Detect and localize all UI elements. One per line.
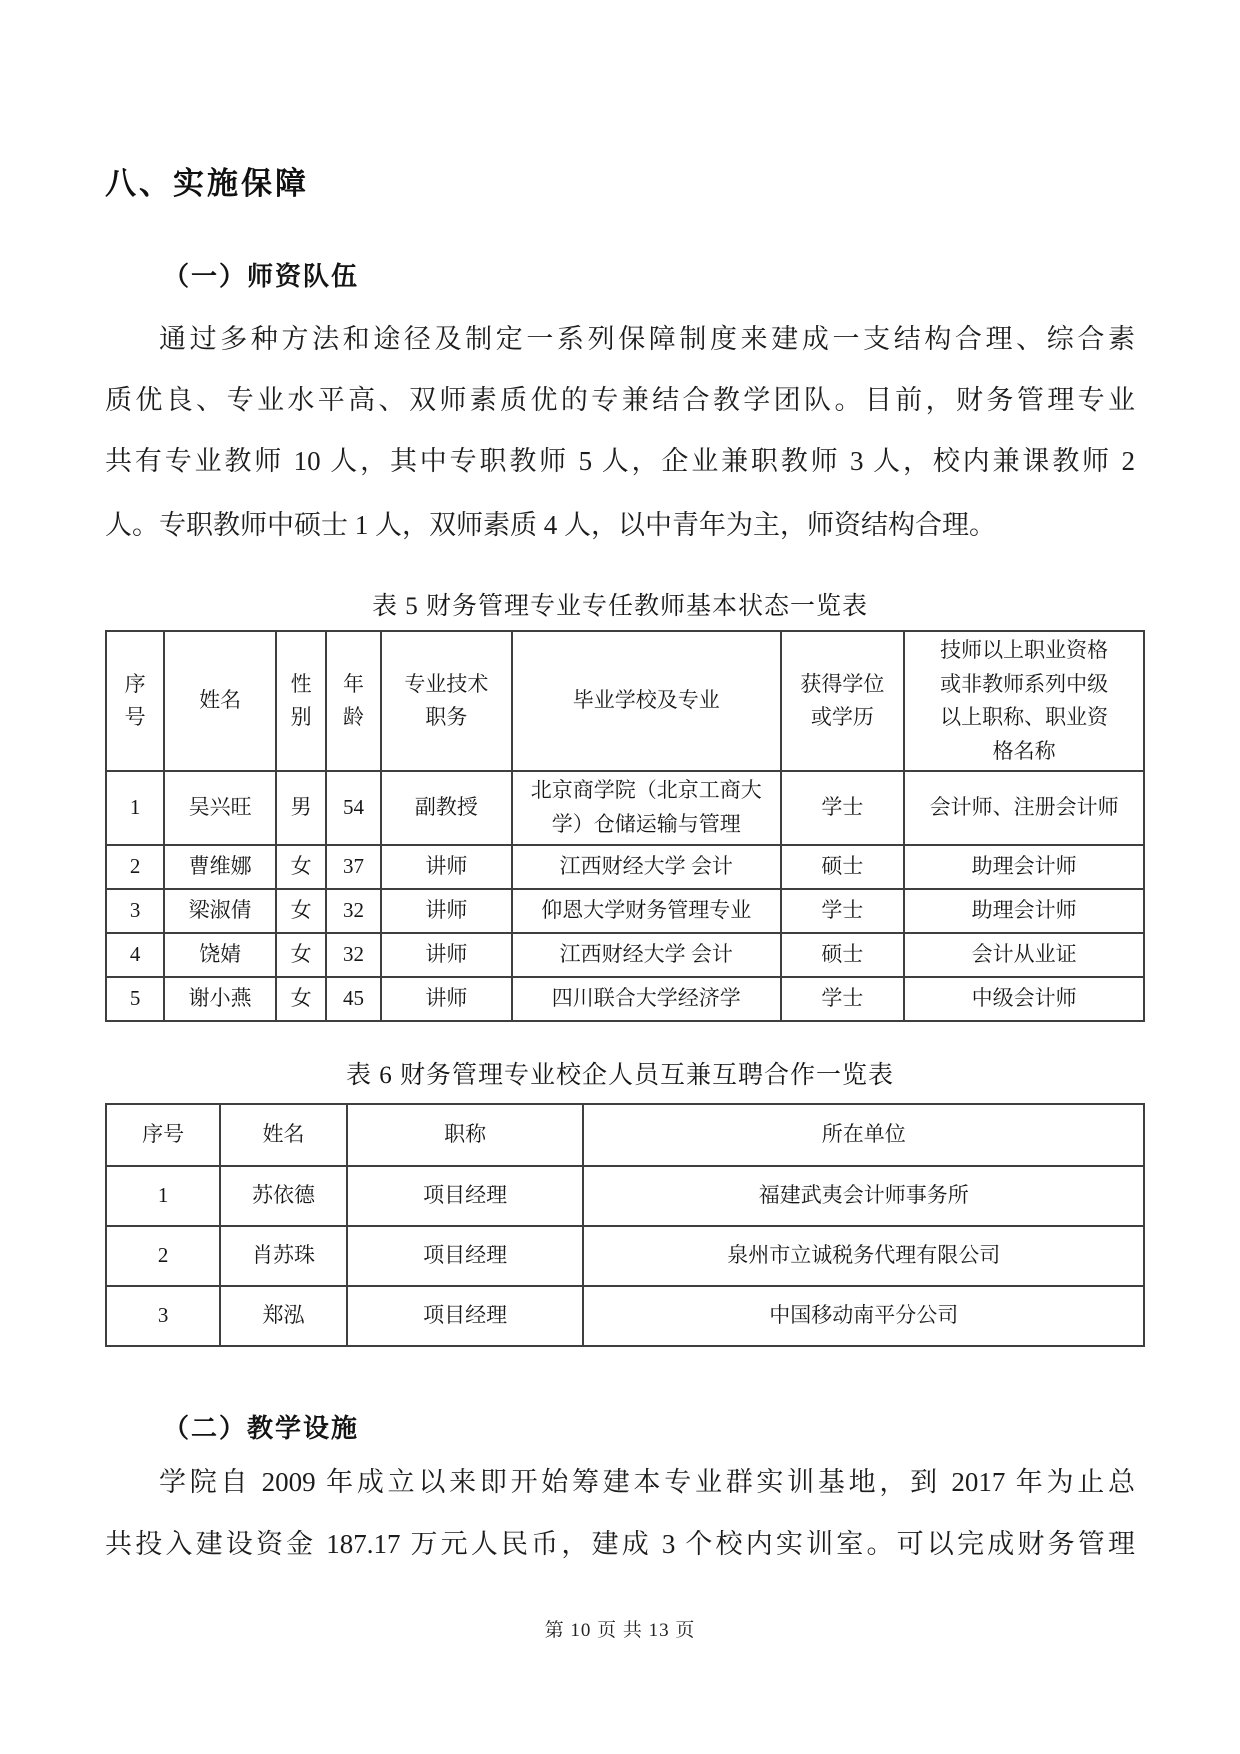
table-cell: 中级会计师 [904, 977, 1144, 1021]
table-cell: 3 [106, 889, 164, 933]
table-cell: 项目经理 [347, 1286, 584, 1346]
table-cell: 学士 [781, 771, 905, 844]
table-cell: 硕士 [781, 933, 905, 977]
section1-title: （一）师资队伍 [163, 262, 360, 291]
table-row [106, 1166, 1144, 1226]
paragraph2-line: 共投入建设资金 187.17 万元人民币，建成 3 个校内实训室。可以完成财务管理 [105, 1529, 1135, 1559]
table-cell: 泉州市立诚税务代理有限公司 [583, 1226, 1144, 1286]
table-cell: 女 [276, 889, 326, 933]
table-cell: 苏依德 [220, 1166, 347, 1226]
table-cell: 5 [106, 977, 164, 1021]
table-header-row [106, 1104, 1144, 1166]
table-cell: 福建武夷会计师事务所 [583, 1166, 1144, 1226]
table5-title: 表 5 财务管理专业专任教师基本状态一览表 [371, 593, 868, 620]
table-cell: 讲师 [381, 977, 512, 1021]
page-number-footer: 第 10 页 共 13 页 [544, 1620, 696, 1641]
table-cell: 硕士 [781, 845, 905, 889]
table-cell: 37 [326, 845, 381, 889]
table-cell: 郑泓 [220, 1286, 347, 1346]
table-cell: 吴兴旺 [164, 771, 276, 844]
table-cell: 会计师、注册会计师 [904, 771, 1144, 844]
table-cell: 四川联合大学经济学 [512, 977, 781, 1021]
partners-table [105, 1103, 1145, 1347]
table-cell: 江西财经大学 会计 [512, 845, 781, 889]
column-header: 毕业学校及专业 [512, 631, 781, 771]
column-header: 性别 [276, 631, 326, 771]
table-cell: 3 [106, 1286, 220, 1346]
table-cell: 45 [326, 977, 381, 1021]
column-header: 姓名 [220, 1104, 347, 1166]
column-header: 技师以上职业资格或非教师系列中级以上职称、职业资格名称 [904, 631, 1144, 771]
teachers-table [105, 630, 1145, 1022]
table-cell: 1 [106, 771, 164, 844]
column-header: 专业技术职务 [381, 631, 512, 771]
table-cell: 讲师 [381, 845, 512, 889]
table-cell: 曹维娜 [164, 845, 276, 889]
table-cell: 学士 [781, 977, 905, 1021]
table-header-row [106, 631, 1144, 771]
table-cell: 项目经理 [347, 1226, 584, 1286]
table-row [106, 1286, 1144, 1346]
table-cell: 2 [106, 845, 164, 889]
column-header: 职称 [347, 1104, 584, 1166]
table-cell: 54 [326, 771, 381, 844]
table-cell: 女 [276, 977, 326, 1021]
table-cell: 助理会计师 [904, 845, 1144, 889]
table-cell: 肖苏珠 [220, 1226, 347, 1286]
column-header: 序号 [106, 1104, 220, 1166]
table-cell: 会计从业证 [904, 933, 1144, 977]
table-cell: 讲师 [381, 933, 512, 977]
table-cell: 江西财经大学 会计 [512, 933, 781, 977]
table-row [106, 845, 1144, 889]
section2-title: （二）教学设施 [163, 1414, 360, 1443]
table-cell: 梁淑倩 [164, 889, 276, 933]
table-cell: 学士 [781, 889, 905, 933]
table-cell: 男 [276, 771, 326, 844]
table-cell: 助理会计师 [904, 889, 1144, 933]
paragraph2-line: 学院自 2009 年成立以来即开始筹建本专业群实训基地，到 2017 年为止总 [159, 1467, 1135, 1497]
table-cell: 1 [106, 1166, 220, 1226]
table-cell: 北京商学院（北京工商大学）仓储运输与管理 [512, 771, 781, 844]
column-header: 姓名 [164, 631, 276, 771]
table-cell: 女 [276, 933, 326, 977]
table-cell: 32 [326, 933, 381, 977]
table-cell: 讲师 [381, 889, 512, 933]
table-cell: 2 [106, 1226, 220, 1286]
table-row [106, 889, 1144, 933]
table-cell: 4 [106, 933, 164, 977]
table-row [106, 933, 1144, 977]
table-cell: 32 [326, 889, 381, 933]
table-row [106, 977, 1144, 1021]
paragraph1-line: 质优良、专业水平高、双师素质优的专兼结合教学团队。目前，财务管理专业 [105, 385, 1135, 415]
table6-title: 表 6 财务管理专业校企人员互兼互聘合作一览表 [345, 1062, 894, 1089]
table-cell: 饶婧 [164, 933, 276, 977]
table-cell: 女 [276, 845, 326, 889]
table-cell: 谢小燕 [164, 977, 276, 1021]
column-header: 所在单位 [583, 1104, 1144, 1166]
paragraph1-line: 共有专业教师 10 人，其中专职教师 5 人，企业兼职教师 3 人，校内兼课教师 2 [105, 446, 1135, 476]
table-cell: 项目经理 [347, 1166, 584, 1226]
page-heading: 八、实施保障 [105, 166, 309, 201]
column-header: 年龄 [326, 631, 381, 771]
column-header: 序号 [106, 631, 164, 771]
table-row [106, 1226, 1144, 1286]
table-cell: 副教授 [381, 771, 512, 844]
column-header: 获得学位或学历 [781, 631, 905, 771]
table-cell: 中国移动南平分公司 [583, 1286, 1144, 1346]
paragraph1-line: 通过多种方法和途径及制定一系列保障制度来建成一支结构合理、综合素 [159, 324, 1135, 354]
table-row [106, 771, 1144, 844]
paragraph1-line: 人。专职教师中硕士 1 人，双师素质 4 人，以中青年为主，师资结构合理。 [105, 510, 996, 540]
table-cell: 仰恩大学财务管理专业 [512, 889, 781, 933]
